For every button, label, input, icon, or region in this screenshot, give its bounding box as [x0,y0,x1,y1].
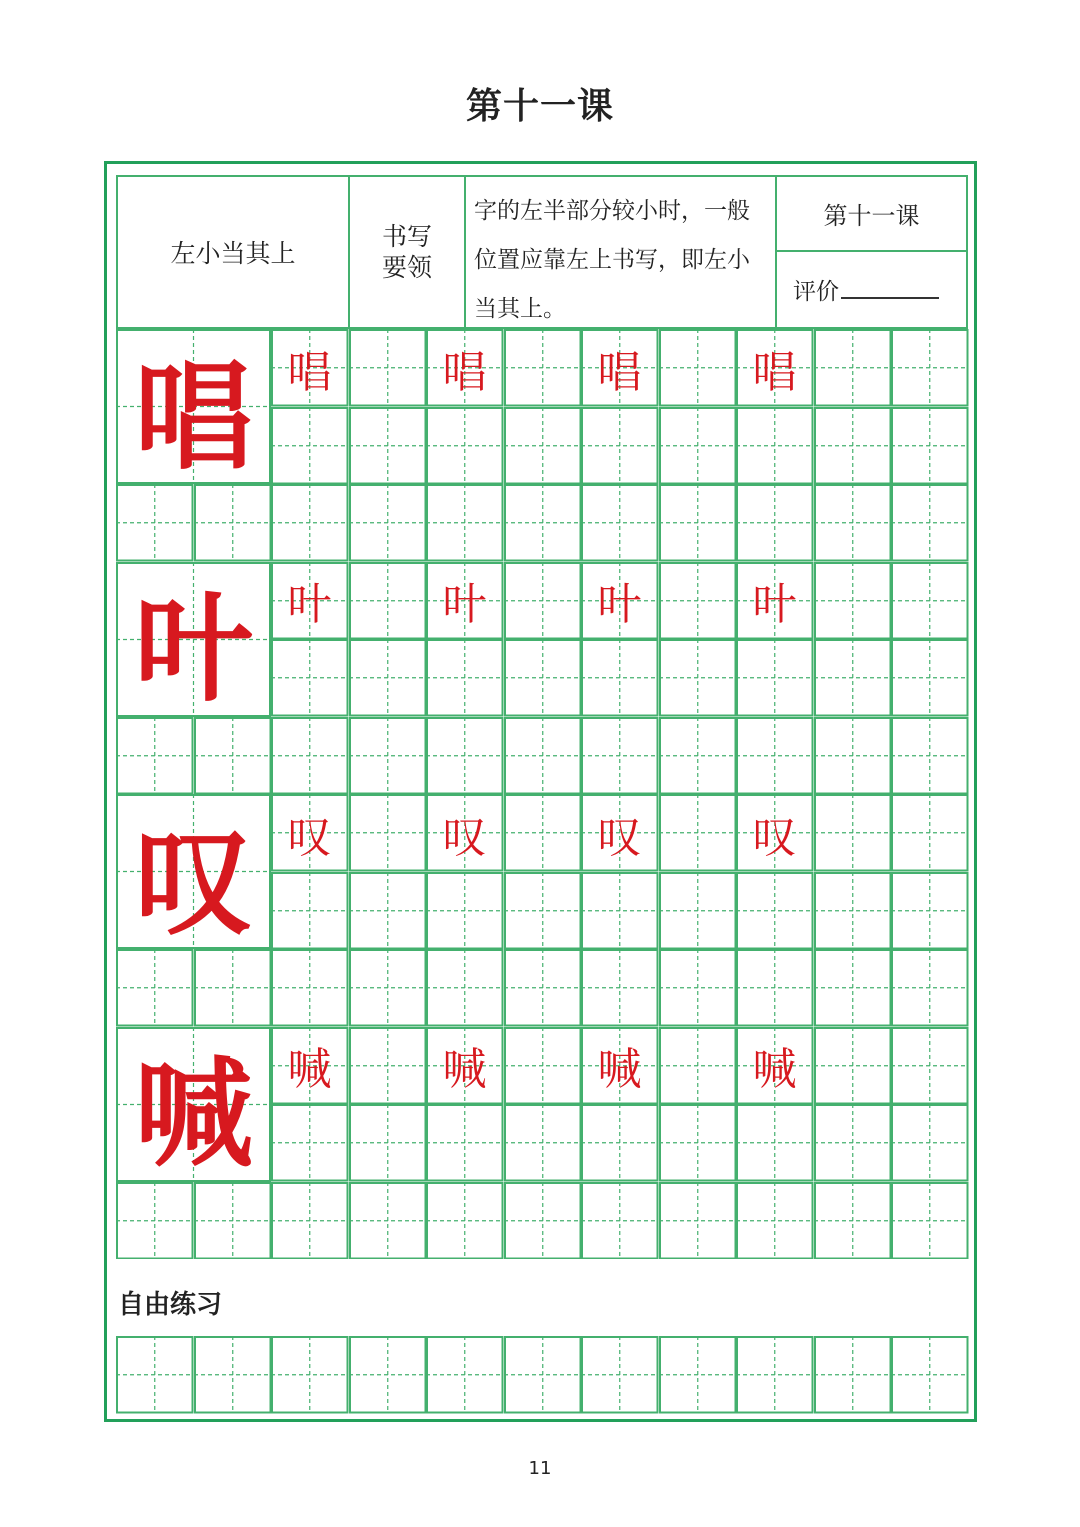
trace-char: 叶 [597,579,642,630]
practice-cell[interactable] [504,484,582,562]
practice-cell[interactable] [426,1182,504,1260]
practice-cell[interactable] [736,484,814,562]
practice-cell[interactable] [891,1104,969,1182]
trace-char: 叹 [752,811,797,863]
page-title: 第十一课 [465,86,614,127]
practice-cell[interactable] [349,407,427,485]
free-practice-cell[interactable] [581,1336,659,1414]
practice-cell[interactable] [814,329,892,407]
trace-char: 喊 [752,1044,797,1095]
practice-cell[interactable] [116,949,194,1027]
practice-cell[interactable] [659,1027,737,1105]
free-practice-cell[interactable] [271,1336,349,1414]
writing-rule: 左小当其上 [118,177,350,327]
practice-cell[interactable] [581,1182,659,1260]
practice-cell[interactable] [736,562,814,640]
practice-cell[interactable] [659,794,737,872]
practice-cell[interactable] [659,872,737,950]
practice-cell[interactable] [426,639,504,717]
practice-cell[interactable] [426,1104,504,1182]
practice-cell[interactable] [581,329,659,407]
practice-cell[interactable] [426,407,504,485]
practice-cell[interactable] [504,794,582,872]
free-practice-cell[interactable] [659,1336,737,1414]
practice-cell[interactable] [736,407,814,485]
practice-cell[interactable] [736,329,814,407]
practice-cell[interactable] [271,794,349,872]
practice-cell[interactable] [349,1182,427,1260]
practice-cell[interactable] [736,1182,814,1260]
free-practice-cell[interactable] [814,1336,892,1414]
practice-cell[interactable] [194,1182,272,1260]
trace-char: 叹 [442,811,487,863]
practice-cell[interactable] [736,1104,814,1182]
practice-cell[interactable] [271,872,349,950]
practice-grid [116,329,968,1259]
practice-cell[interactable] [736,872,814,950]
practice-cell[interactable] [194,949,272,1027]
practice-cell[interactable] [581,407,659,485]
practice-cell[interactable] [659,949,737,1027]
practice-cell[interactable] [814,407,892,485]
practice-cell[interactable] [814,639,892,717]
practice-cell[interactable] [659,639,737,717]
practice-cell[interactable] [349,329,427,407]
practice-cell[interactable] [581,872,659,950]
practice-cell[interactable] [581,717,659,795]
practice-cell[interactable] [349,639,427,717]
practice-cell[interactable] [349,949,427,1027]
practice-cell[interactable] [581,1104,659,1182]
practice-cell[interactable] [349,717,427,795]
practice-cell[interactable] [814,484,892,562]
practice-cell[interactable] [504,949,582,1027]
model-char: 叶 [134,579,253,718]
practice-cell[interactable] [581,949,659,1027]
practice-cell[interactable] [504,717,582,795]
model-char-square [116,1027,271,1182]
practice-cell[interactable] [426,949,504,1027]
practice-cell[interactable] [271,562,349,640]
evaluation-field [793,273,939,306]
practice-cell[interactable] [349,1027,427,1105]
practice-cell[interactable] [814,794,892,872]
practice-cell[interactable] [891,872,969,950]
practice-cell[interactable] [116,717,194,795]
evaluation-label: 评价 [793,279,839,305]
model-char: 叹 [134,811,253,951]
practice-cell[interactable] [736,1027,814,1105]
practice-cell[interactable] [659,484,737,562]
lesson-name: 第十一课 [777,177,966,252]
practice-cell[interactable] [349,1104,427,1182]
practice-cell[interactable] [659,1182,737,1260]
practice-cell[interactable] [736,717,814,795]
writing-key-label-line1: 书写 [381,222,432,251]
model-char-square [116,562,271,717]
practice-cell[interactable] [891,562,969,640]
practice-cell[interactable] [891,484,969,562]
practice-cell[interactable] [504,1104,582,1182]
practice-cell[interactable] [891,407,969,485]
evaluation-blank[interactable] [841,279,939,299]
practice-cell[interactable] [736,639,814,717]
practice-cell[interactable] [814,1027,892,1105]
trace-char: 喊 [442,1044,487,1095]
practice-cell[interactable] [581,639,659,717]
trace-char: 喊 [597,1044,642,1095]
practice-cell[interactable] [891,1182,969,1260]
practice-cell[interactable] [581,1027,659,1105]
practice-cell[interactable] [271,329,349,407]
practice-cell[interactable] [504,639,582,717]
trace-char: 唱 [752,346,797,398]
model-char: 唱 [134,346,253,486]
practice-cell[interactable] [891,639,969,717]
free-practice-cell[interactable] [194,1336,272,1414]
practice-cell[interactable] [504,407,582,485]
trace-char: 叹 [597,811,642,863]
practice-cell[interactable] [891,329,969,407]
practice-cell[interactable] [814,1104,892,1182]
trace-char: 叶 [287,579,332,630]
practice-cell[interactable] [271,1104,349,1182]
practice-cell[interactable] [426,484,504,562]
model-char-square [116,794,271,949]
trace-char: 唱 [287,346,332,398]
practice-cell[interactable] [659,407,737,485]
practice-cell[interactable] [736,949,814,1027]
practice-cell[interactable] [271,639,349,717]
writing-key-description: 字的左半部分较小时，一般位置应靠左上书写，即左小当其上。 [466,177,777,327]
free-practice-title: 自由练习 [118,1290,223,1320]
practice-cell[interactable] [736,794,814,872]
practice-cell[interactable] [271,949,349,1027]
practice-cell[interactable] [659,562,737,640]
trace-char: 叶 [442,579,487,630]
practice-cell[interactable] [504,1027,582,1105]
practice-cell[interactable] [194,484,272,562]
practice-cell[interactable] [814,717,892,795]
lesson-info [777,177,966,327]
practice-cell[interactable] [504,1182,582,1260]
practice-cell[interactable] [426,562,504,640]
free-practice-cell[interactable] [116,1336,194,1414]
practice-cell[interactable] [659,1104,737,1182]
free-practice-cell[interactable] [504,1336,582,1414]
practice-cell[interactable] [426,1027,504,1105]
practice-cell[interactable] [891,1027,969,1105]
practice-cell[interactable] [814,1182,892,1260]
practice-cell[interactable] [116,1182,194,1260]
practice-cell[interactable] [891,794,969,872]
lesson-header [116,175,968,329]
writing-key-label [350,177,466,327]
model-char-square [116,329,271,484]
practice-cell[interactable] [581,484,659,562]
practice-cell[interactable] [426,872,504,950]
practice-cell[interactable] [581,562,659,640]
practice-cell[interactable] [349,872,427,950]
practice-cell[interactable] [504,562,582,640]
practice-cell[interactable] [116,484,194,562]
practice-cell[interactable] [349,794,427,872]
trace-char: 叹 [287,811,332,863]
practice-cell[interactable] [504,872,582,950]
practice-cell[interactable] [891,717,969,795]
writing-key-label-line2: 要领 [381,253,432,282]
practice-cell[interactable] [581,794,659,872]
practice-cell[interactable] [349,562,427,640]
free-practice-cell[interactable] [891,1336,969,1414]
trace-char: 喊 [287,1044,332,1095]
practice-cell[interactable] [504,329,582,407]
practice-cell[interactable] [814,562,892,640]
trace-char: 唱 [597,346,642,398]
page-number: 11 [528,1458,552,1479]
practice-cell[interactable] [814,872,892,950]
practice-cell[interactable] [271,717,349,795]
practice-cell[interactable] [271,407,349,485]
practice-cell[interactable] [891,949,969,1027]
practice-cell[interactable] [271,1027,349,1105]
practice-cell[interactable] [271,484,349,562]
practice-cell[interactable] [426,717,504,795]
practice-cell[interactable] [659,329,737,407]
practice-cell[interactable] [194,717,272,795]
free-practice-cell[interactable] [426,1336,504,1414]
free-practice-cell[interactable] [736,1336,814,1414]
trace-char: 唱 [442,346,487,398]
trace-char: 叶 [752,579,797,630]
practice-cell[interactable] [659,717,737,795]
free-practice-grid [116,1336,968,1414]
practice-cell[interactable] [814,949,892,1027]
practice-cell[interactable] [426,329,504,407]
practice-cell[interactable] [349,484,427,562]
free-practice-cell[interactable] [349,1336,427,1414]
practice-cell[interactable] [426,794,504,872]
model-char: 喊 [134,1044,253,1183]
practice-cell[interactable] [271,1182,349,1260]
